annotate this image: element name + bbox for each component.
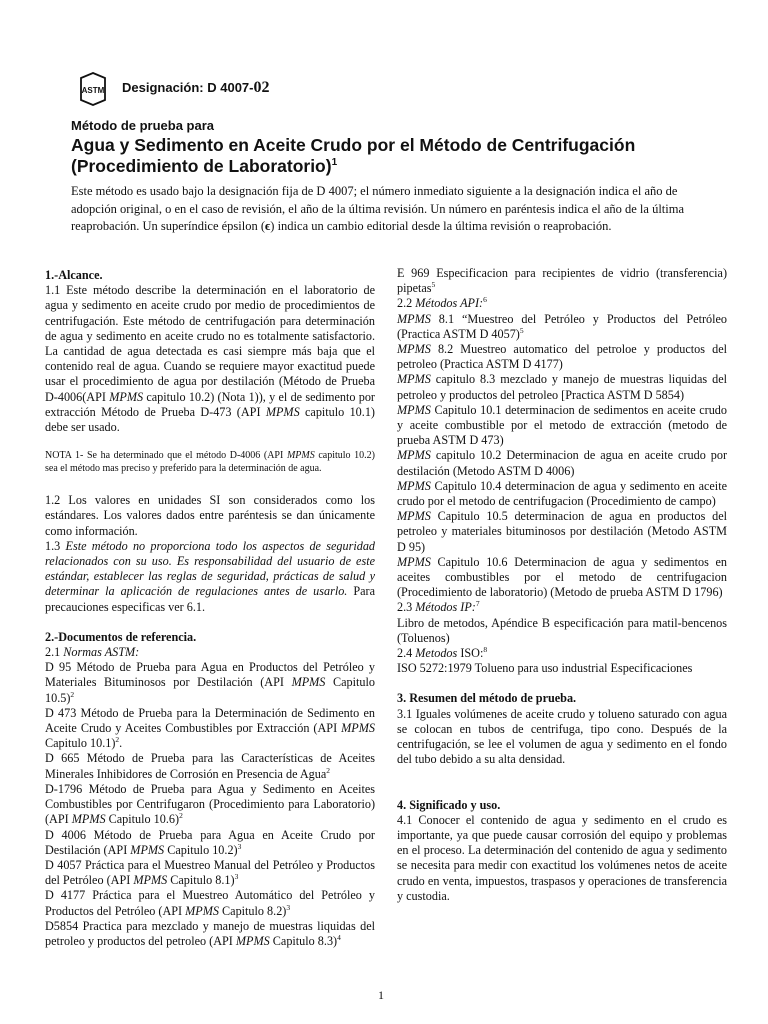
left-column xyxy=(45,268,375,949)
intro-paragraph: Este método es usado bajo la designación fija de D 4007; el número inmediato siguiente a la designación indica el año de adopción original, o en el caso de revisión, el año de la última revisión. Un número en paréntesis indica el año de la última reaprobación. Un superíndice épsilon (ϵ) indica un cambio editorial desde la última revisión o reaprobación. xyxy=(71,184,685,233)
reference-item: D 4006 Método de Prueba para Agua en Aceite Crudo por Destilación (API MPMS Capitulo 10.2)$^3$ xyxy=(45,827,375,857)
page-number: 1 xyxy=(378,988,384,1002)
designation: Designación: D 4007-02 xyxy=(122,79,270,96)
reference-item: D 95 Método de Prueba para Agua en Productos del Petróleo y Materiales Bituminosos por Destilación (API MPMS Capitulo 10.5)$^2$ xyxy=(45,660,375,705)
section-1-3: 1.3 Este método no proporciona todo los aspectos de seguridad relacionados con su uso. Es responsabilidad del usuario de este estándar, establecer las reglas de seguridad, prácticas de salud y determinar la aplicación de regulaciones antes de usarlo. Para precauciones especificas ver 6.1. xyxy=(45,538,376,614)
reference-item: D 4177 Práctica para el Muestreo Automático del Petróleo y Productos del Petróleo (API MPMS Capitulo 8.2)$^3$ xyxy=(45,888,375,918)
reference-item: D-1796 Método de Prueba para Agua y Sedimento en Aceites Combustibles por Centrifugaron (Procedimiento para Laboratorio) (API MPMS Capitulo 10.6)$^2$ xyxy=(45,781,375,827)
section-3-heading: 3. Resumen del método de prueba. xyxy=(397,691,577,706)
reference-item: D 665 Método de Prueba para las Características de Aceites Minerales Inhibidores de Corrosión en Presencia de Agua$^2$ xyxy=(45,751,375,781)
svg-text:ASTM: ASTM xyxy=(81,86,105,95)
section-2-1: 2.1 Normas ASTM: xyxy=(45,645,140,660)
epsilon-symbol: ϵ xyxy=(265,219,271,233)
method-label: Método de prueba para xyxy=(71,118,215,133)
right-column xyxy=(397,266,727,904)
section-2-4: 2.4 Metodos ISO:$^8$ xyxy=(397,645,488,661)
section-2-2: 2.2 Métodos API:$^6$ xyxy=(397,295,487,311)
section-1-heading: 1.-Alcance. xyxy=(45,268,103,282)
api-reference-item: MPMS Capitulo 10.5 determinacion de agua en productos del petroleo y materiales bituminosos por destilación (Metodo ASTM D 95) xyxy=(397,509,727,554)
section-1-2: 1.2 Los valores en unidades SI son considerados como los estándares. Los valores dados entre paréntesis se dan únicamente como información. xyxy=(45,493,375,538)
section-1-1: 1.1 Este método describe la determinación en el laboratorio de agua y sedimento en aceite crudo por medio de procedimientos de centrifugación. Este método de centrifugación para determinación de agua y sedimento en aceite crudo no es totalmente satisfactorio. La cantidad de agua detectada es casi siempre más baja que el contenido real de agua. Cuando se requiere mayor exactitud puede usar el procedimiento de agua por destilación (Método de Prueba D-4006(API MPMS capitulo 10.2) (Nota 1)), y el de sedimento por extracción Método de Prueba D-473 (API MPMS capitulo 10.1) debe ser usado. xyxy=(45,283,375,435)
api-reference-item: MPMS Capitulo 10.6 Determinacion de agua y sedimentos en aceites combustibles por el metodo de centrifugacion (Procedimiento de laboratorio) (Metodo de prueba ASTM D 1796) xyxy=(397,554,727,600)
title-footnote-mark: 1 xyxy=(331,157,338,169)
iso-reference: ISO 5272:1979 Tolueno para uso industrial Especificaciones xyxy=(397,661,693,676)
reference-item: D 473 Método de Prueba para la Determinación de Sedimento en Aceite Crudo y Aceites Combustibles por Extracción (API MPMS Capitulo 10.1)$^2$. xyxy=(45,705,375,751)
reference-item: D5854 Practica para mezclado y manejo de muestras liquidas del petroleo y productos del petroleo (API MPMS Capitulo 8.3)$^4$ xyxy=(45,918,375,948)
section-4-1: 4.1 Conocer el contenido de agua y sedimento en el crudo es importante, ya que puede causar corrosión del equipo y problemas en el proceso. La determinación del contenido de agua y sedimento se necesita para medir con exactitud los volúmenes netos de aceite crudo en venta, impuestos, traspasos y operaciones de transferencia y custodia. xyxy=(397,812,727,903)
section-2-heading: 2.-Documentos de referencia. xyxy=(45,629,197,644)
api-reference-item: MPMS Capitulo 10.1 determinacion de sedimentos en aceite crudo y aceite combustible por el metodo de extracción (metodo de prueba ASTM D 473) xyxy=(397,402,727,448)
api-reference-item: MPMS 8.1 “Muestreo del Petróleo y Productos del Petróleo (Practica ASTM D 4057)$^5$ xyxy=(397,311,727,341)
title-block xyxy=(71,118,711,177)
reference-item: E 969 Especificacion para recipientes de vidrio (transferencia) pipetas$^5$ xyxy=(397,266,727,296)
main-title: Agua y Sedimento en Aceite Crudo por el Método de Centrifugación (Procedimiento de Laboratorio)$^1$ xyxy=(71,135,636,176)
api-reference-item: MPMS capitulo 10.2 Determinacion de agua en aceite crudo por destilación (Metodo ASTM D 4006) xyxy=(397,448,727,478)
api-reference-item: MPMS Capitulo 10.4 determinacion de agua y sedimento en aceite crudo por el metodo de centrifugacion (Procedimiento de campo) xyxy=(397,478,727,509)
api-reference-item: MPMS 8.2 Muestreo automatico del petroloe y productos del petroleo (Practica ASTM D 4177) xyxy=(397,342,727,372)
note-1: NOTA 1- Se ha determinado que el método D-4006 (API MPMS capitulo 10.2) sea el método mas preciso y preferido para la determinación de agua. xyxy=(45,450,375,475)
reference-item: D 4057 Práctica para el Muestreo Manual del Petróleo y Productos del Petróleo (API MPMS Capitulo 8.1)$^3$ xyxy=(45,857,375,888)
ip-reference: Libro de metodos, Apéndice B especificación para matil-bencenos (Toluenos) xyxy=(397,615,727,645)
api-reference-item: MPMS capitulo 8.3 mezclado y manejo de muestras liquidas del petroleo y productos del petroleo [Practica ASTM D 5854) xyxy=(397,372,727,402)
section-2-3: 2.3 Métodos IP:$^7$ xyxy=(397,599,480,615)
astm-logo-icon xyxy=(80,72,106,106)
section-3-1: 3.1 Iguales volúmenes de aceite crudo y tolueno saturado con agua se colocan en tubos de centrifuga, tipo cono. Después de la centrifugación, se lee el volumen de agua y sedimento en el fondo del tubo debido a su alta densidad. xyxy=(397,706,727,767)
designation-year: 02 xyxy=(253,79,270,96)
section-4-heading: 4. Significado y uso. xyxy=(397,797,501,812)
